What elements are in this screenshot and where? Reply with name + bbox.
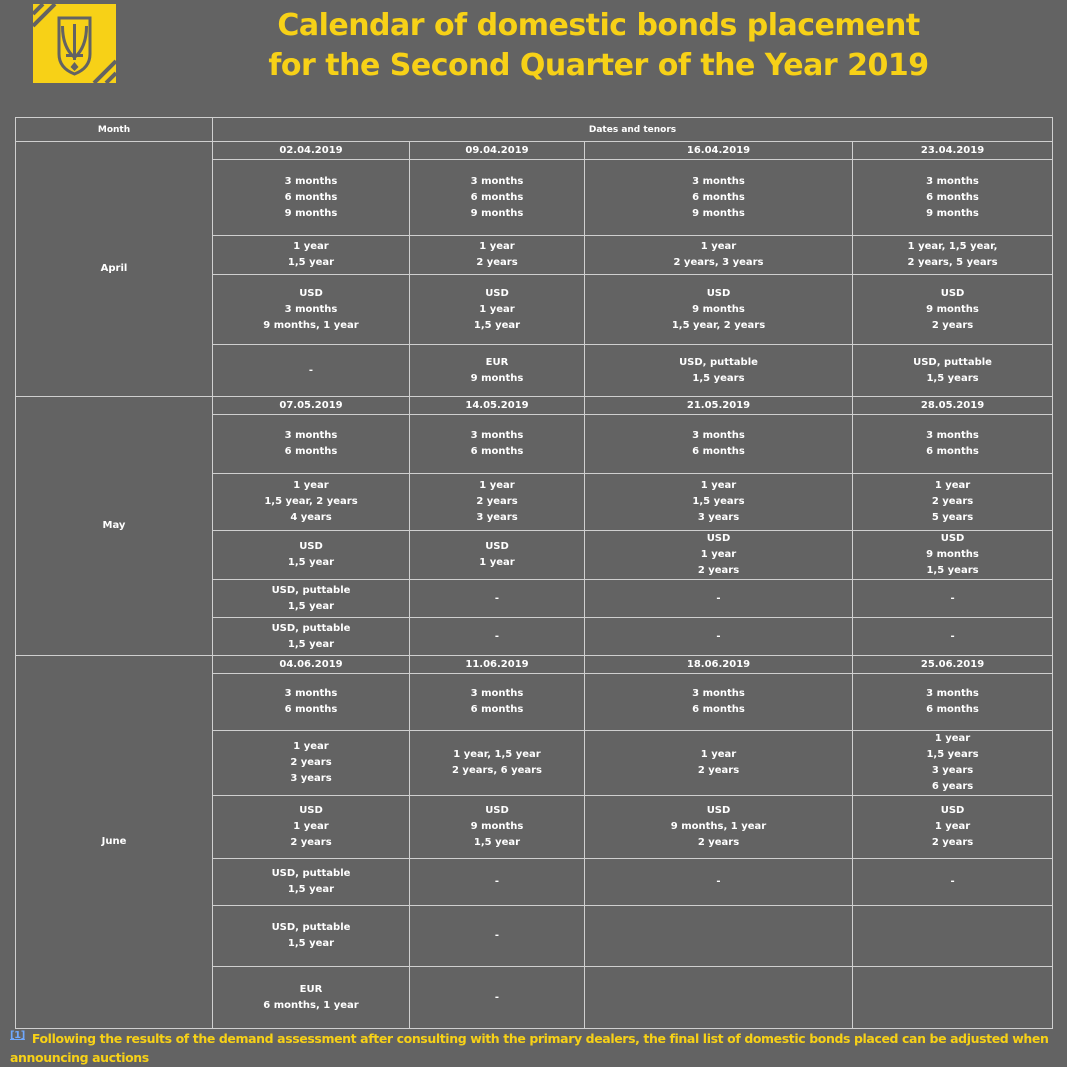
- tenor-cell: 1 year 1,5 year, 2 years 4 years: [213, 474, 410, 531]
- tenor-cell: 3 months 6 months: [585, 415, 853, 474]
- trident-coat-of-arms-icon: [33, 4, 116, 83]
- month-cell-june: June: [16, 656, 213, 1029]
- auction-date-cell: 11.06.2019: [410, 656, 585, 674]
- auction-date-cell: 28.05.2019: [853, 397, 1053, 415]
- date-row-june: [16, 656, 1053, 674]
- tenor-cell: -: [585, 618, 853, 656]
- tenor-cell: USD 1 year 2 years: [853, 796, 1053, 859]
- tenor-cell: USD 1 year 1,5 year: [410, 275, 585, 345]
- bonds-calendar-table: [15, 117, 1053, 1029]
- tenor-cell: 3 months 6 months: [585, 674, 853, 731]
- tenor-cell: 1 year 2 years: [585, 731, 853, 796]
- auction-date-cell: 23.04.2019: [853, 142, 1053, 160]
- auction-date-cell: 21.05.2019: [585, 397, 853, 415]
- tenor-cell: USD 9 months 1,5 years: [853, 531, 1053, 580]
- tenor-cell: USD, puttable 1,5 years: [853, 345, 1053, 397]
- auction-date-cell: 25.06.2019: [853, 656, 1053, 674]
- footnote-marker-link[interactable]: [1]: [10, 1029, 25, 1041]
- date-row-april: [16, 142, 1053, 160]
- page-title: [130, 6, 1067, 86]
- tenor-cell: 3 months 6 months: [410, 415, 585, 474]
- header-month: Month: [16, 118, 213, 142]
- tenor-cell: 3 months 6 months 9 months: [213, 160, 410, 236]
- tenor-cell: -: [853, 618, 1053, 656]
- tenor-cell: USD 3 months 9 months, 1 year: [213, 275, 410, 345]
- tenor-cell: USD 9 months 1,5 year: [410, 796, 585, 859]
- tenor-cell: 3 months 6 months: [410, 674, 585, 731]
- tenor-cell: 3 months 6 months 9 months: [585, 160, 853, 236]
- tenor-cell: USD, puttable 1,5 year: [213, 618, 410, 656]
- tenor-cell: 1 year 1,5 years 3 years 6 years: [853, 731, 1053, 796]
- tenor-cell: 3 months 6 months: [213, 674, 410, 731]
- tenor-cell: EUR 9 months: [410, 345, 585, 397]
- tenor-cell: 1 year 2 years, 3 years: [585, 236, 853, 275]
- tenor-cell: [585, 906, 853, 967]
- tenor-cell: 1 year 2 years 3 years: [410, 474, 585, 531]
- tenor-cell: USD, puttable 1,5 year: [213, 906, 410, 967]
- tenor-cell: 3 months 6 months: [853, 415, 1053, 474]
- auction-date-cell: 02.04.2019: [213, 142, 410, 160]
- tenor-cell: USD 9 months 1,5 year, 2 years: [585, 275, 853, 345]
- auction-date-cell: 14.05.2019: [410, 397, 585, 415]
- tenor-cell: 1 year 2 years 5 years: [853, 474, 1053, 531]
- tenor-cell: -: [585, 580, 853, 618]
- tenor-cell: -: [410, 618, 585, 656]
- tenor-cell: [853, 906, 1053, 967]
- tenor-cell: 1 year 1,5 years 3 years: [585, 474, 853, 531]
- auction-date-cell: 07.05.2019: [213, 397, 410, 415]
- tenor-cell: -: [213, 345, 410, 397]
- tenor-cell: USD 9 months 2 years: [853, 275, 1053, 345]
- tenor-cell: -: [410, 967, 585, 1029]
- tenor-cell: USD 1 year: [410, 531, 585, 580]
- tenor-cell: [585, 967, 853, 1029]
- title-line-1: Calendar of domestic bonds placement: [277, 8, 920, 43]
- footnote: [10, 1029, 1060, 1067]
- auction-date-cell: 09.04.2019: [410, 142, 585, 160]
- tenor-cell: 3 months 6 months: [213, 415, 410, 474]
- tenor-cell: USD 1 year 2 years: [585, 531, 853, 580]
- tenor-cell: USD, puttable 1,5 year: [213, 859, 410, 906]
- tenor-cell: USD 1 year 2 years: [213, 796, 410, 859]
- tenor-cell: -: [853, 580, 1053, 618]
- tenor-cell: [853, 967, 1053, 1029]
- tenor-cell: 3 months 6 months 9 months: [410, 160, 585, 236]
- tenor-cell: USD 1,5 year: [213, 531, 410, 580]
- tenor-cell: 3 months 6 months: [853, 674, 1053, 731]
- month-cell-may: May: [16, 397, 213, 656]
- tenor-cell: 1 year, 1,5 year 2 years, 6 years: [410, 731, 585, 796]
- tenor-cell: -: [853, 859, 1053, 906]
- tenor-cell: 1 year 2 years 3 years: [213, 731, 410, 796]
- tenor-cell: -: [585, 859, 853, 906]
- auction-date-cell: 18.06.2019: [585, 656, 853, 674]
- footnote-text: Following the results of the demand assessment after consulting with the primary dealers, the final list of domestic bonds placed can be adjusted when announcing auctions: [10, 1031, 1049, 1065]
- header-dates-tenors: Dates and tenors: [213, 118, 1053, 142]
- tenor-cell: -: [410, 906, 585, 967]
- tenor-cell: EUR 6 months, 1 year: [213, 967, 410, 1029]
- tenor-cell: 1 year 1,5 year: [213, 236, 410, 275]
- auction-date-cell: 16.04.2019: [585, 142, 853, 160]
- tenor-cell: USD, puttable 1,5 years: [585, 345, 853, 397]
- table-header-row: [16, 118, 1053, 142]
- month-cell-april: April: [16, 142, 213, 397]
- tenor-cell: 1 year 2 years: [410, 236, 585, 275]
- tenor-cell: 1 year, 1,5 year, 2 years, 5 years: [853, 236, 1053, 275]
- auction-date-cell: 04.06.2019: [213, 656, 410, 674]
- tenor-cell: USD, puttable 1,5 year: [213, 580, 410, 618]
- tenor-cell: USD 9 months, 1 year 2 years: [585, 796, 853, 859]
- date-row-may: [16, 397, 1053, 415]
- title-line-2: for the Second Quarter of the Year 2019: [268, 48, 929, 83]
- tenor-cell: 3 months 6 months 9 months: [853, 160, 1053, 236]
- tenor-cell: -: [410, 580, 585, 618]
- tenor-cell: -: [410, 859, 585, 906]
